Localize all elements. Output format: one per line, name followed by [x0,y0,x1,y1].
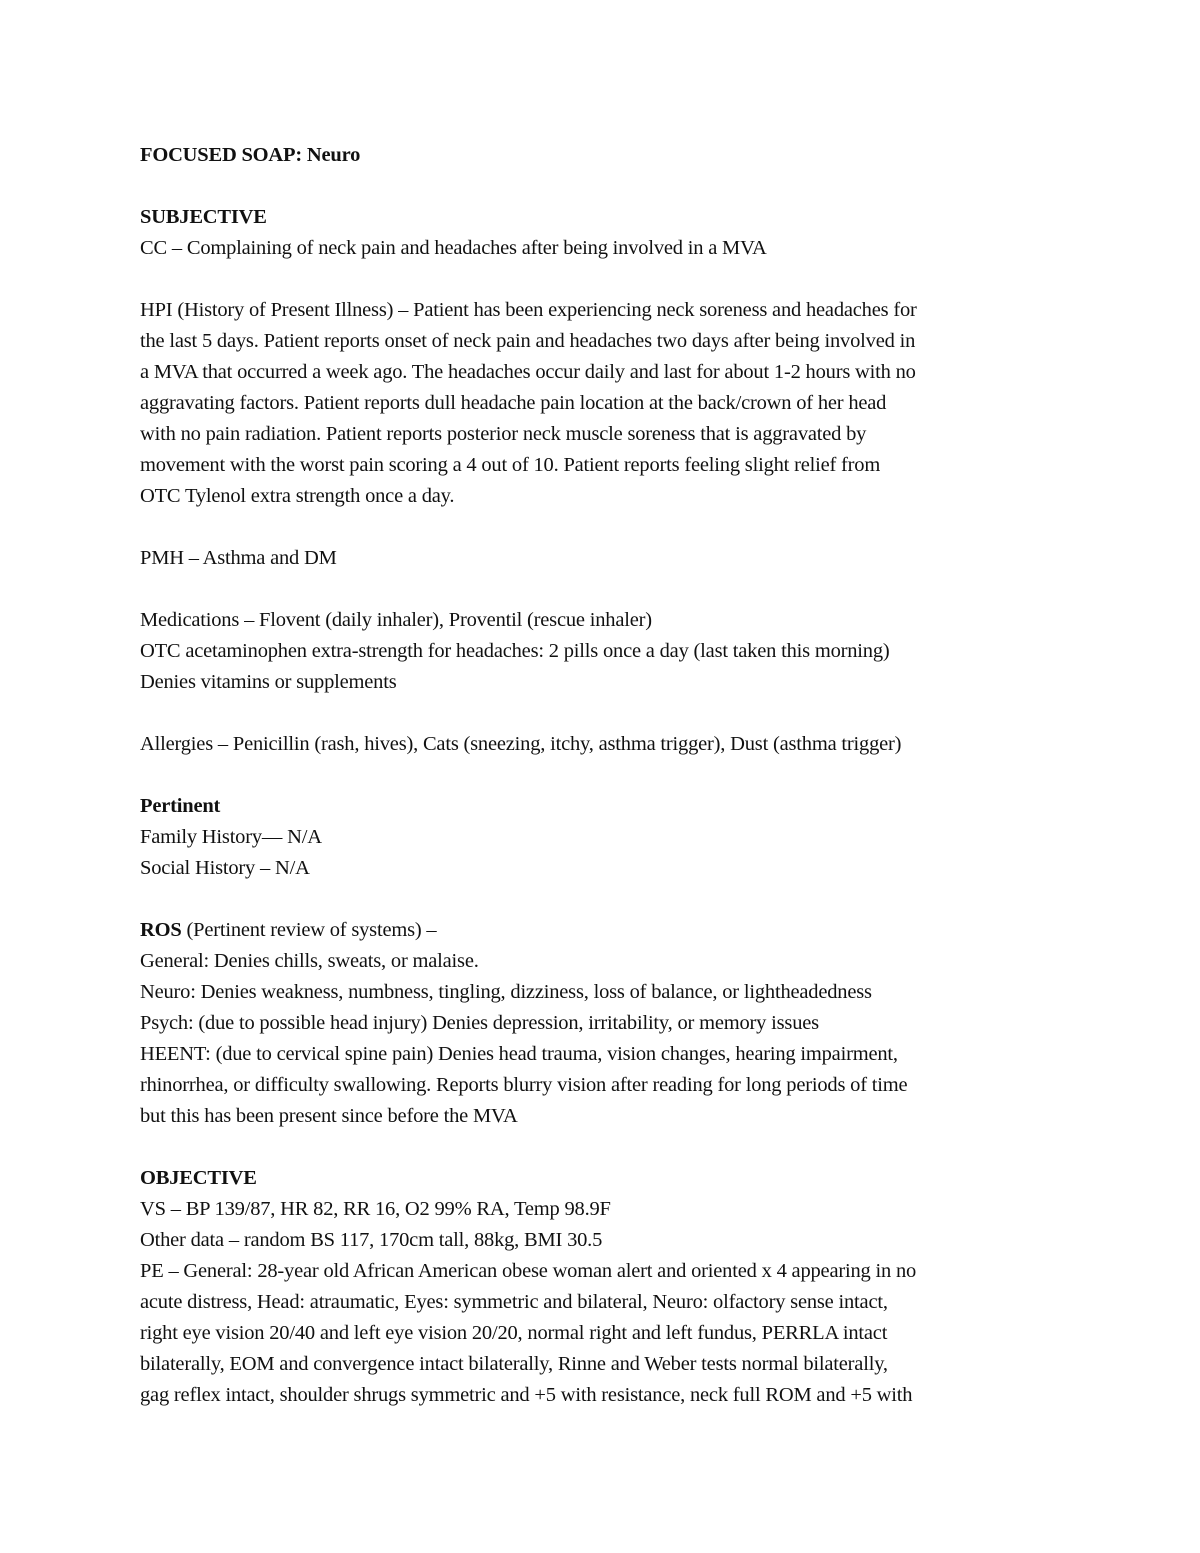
spacer [140,574,1070,605]
subjective-heading: SUBJECTIVE [140,206,267,228]
allergies: Allergies – Penicillin (rash, hives), Cats (sneezing, itchy, asthma trigger), Dust (asthma trigger) [140,733,902,755]
hpi-line: aggravating factors. Patient reports dull headache pain location at the back/crown of her head [140,392,887,414]
vital-signs: VS – BP 139/87, HR 82, RR 16, O2 99% RA, Temp 98.9F [140,1198,611,1220]
hpi-line: movement with the worst pain scoring a 4 out of 10. Patient reports feeling slight relief from [140,454,881,476]
hpi-line: the last 5 days. Patient reports onset of neck pain and headaches two days after being involved in [140,330,916,352]
hpi-paragraph [140,295,1070,512]
ros-line: but this has been present since before the MVA [140,1105,518,1127]
ros-line: Psych: (due to possible head injury) Denies depression, irritability, or memory issues [140,1012,819,1034]
pe-line: right eye vision 20/40 and left eye vision 20/20, normal right and left fundus, PERRLA intact [140,1322,888,1344]
spacer [140,760,1070,791]
medication-line: Medications – Flovent (daily inhaler), Proventil (rescue inhaler) [140,609,652,631]
ros-heading-line [140,915,1070,946]
medications-block [140,605,1070,698]
objective-heading: OBJECTIVE [140,1167,257,1189]
ros-line: Neuro: Denies weakness, numbness, tingling, dizziness, loss of balance, or lightheadedness [140,981,872,1003]
spacer [140,698,1070,729]
ros-label-rest: (Pertinent review of systems) – [181,919,437,941]
hpi-line: a MVA that occurred a week ago. The headaches occur daily and last for about 1-2 hours with no [140,361,916,383]
pe-line: PE – General: 28-year old African American obese woman alert and oriented x 4 appearing in no [140,1260,917,1282]
medication-line: Denies vitamins or supplements [140,671,397,693]
other-data: Other data – random BS 117, 170cm tall, 88kg, BMI 30.5 [140,1229,603,1251]
spacer [140,171,1070,202]
ros-line: General: Denies chills, sweats, or malaise. [140,950,479,972]
family-history: Family History— N/A [140,826,322,848]
spacer [140,264,1070,295]
chief-complaint: CC – Complaining of neck pain and headaches after being involved in a MVA [140,237,767,259]
pmh: PMH – Asthma and DM [140,547,337,569]
document-title: FOCUSED SOAP: Neuro [140,144,361,166]
hpi-line: with no pain radiation. Patient reports posterior neck muscle soreness that is aggravated by [140,423,867,445]
ros-block [140,915,1070,1132]
hpi-line: HPI (History of Present Illness) – Patient has been experiencing neck soreness and headaches for [140,299,917,321]
physical-exam-paragraph [140,1256,1070,1411]
ros-label: ROS [140,919,182,941]
pe-line: acute distress, Head: atraumatic, Eyes: symmetric and bilateral, Neuro: olfactory sense intact, [140,1291,888,1313]
spacer [140,884,1070,915]
spacer [140,512,1070,543]
ros-line: rhinorrhea, or difficulty swallowing. Reports blurry vision after reading for long periods of time [140,1074,908,1096]
pe-line: gag reflex intact, shoulder shrugs symmetric and +5 with resistance, neck full ROM and +5 with [140,1384,913,1406]
pe-line: bilaterally, EOM and convergence intact bilaterally, Rinne and Weber tests normal bilaterally, [140,1353,888,1375]
ros-line: HEENT: (due to cervical spine pain) Denies head trauma, vision changes, hearing impairment, [140,1043,898,1065]
document-page [140,140,1070,1411]
social-history: Social History – N/A [140,857,310,879]
spacer [140,1132,1070,1163]
medication-line: OTC acetaminophen extra-strength for headaches: 2 pills once a day (last taken this morning) [140,640,890,662]
pertinent-heading: Pertinent [140,795,221,817]
hpi-line: OTC Tylenol extra strength once a day. [140,485,455,507]
